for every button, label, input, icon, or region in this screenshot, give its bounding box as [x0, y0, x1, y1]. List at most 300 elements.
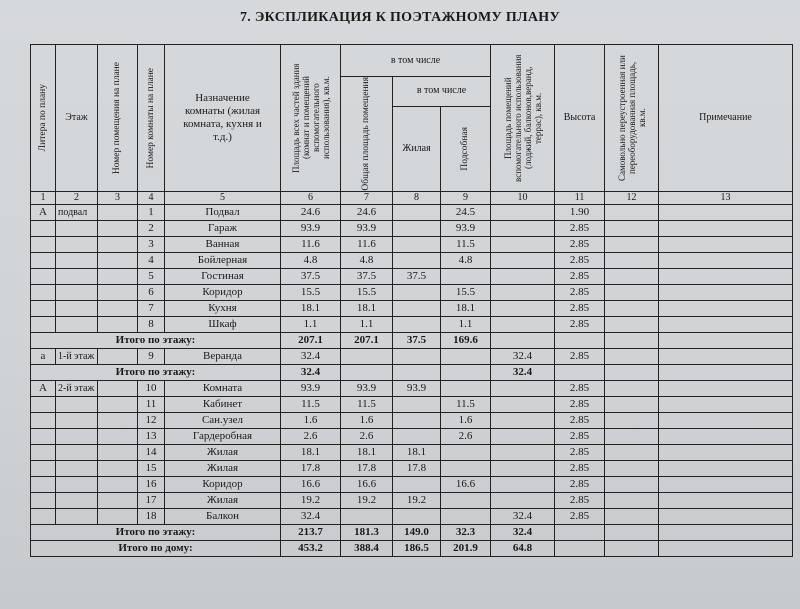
aux-premises-cell [491, 444, 555, 460]
self-built-cell [605, 428, 659, 444]
premise-num-cell [98, 220, 138, 236]
aux-premises-cell: 32.4 [491, 348, 555, 364]
floor-cell [56, 492, 98, 508]
total-label: Итого по дому: [31, 540, 281, 556]
room-num-cell: 17 [138, 492, 165, 508]
self-built-cell [605, 396, 659, 412]
living-area-cell [393, 412, 441, 428]
total-area-cell: 18.1 [281, 444, 341, 460]
height-cell [555, 524, 605, 540]
liter-cell [31, 236, 56, 252]
height-cell [555, 332, 605, 348]
aux-premises-cell [491, 220, 555, 236]
aux-premises-cell [491, 252, 555, 268]
total-area-cell: 4.8 [281, 252, 341, 268]
living-area-cell: 93.9 [393, 380, 441, 396]
general-area-cell: 4.8 [341, 252, 393, 268]
floor-cell: 2-й этаж [56, 380, 98, 396]
self-built-cell [605, 332, 659, 348]
general-area-cell: 15.5 [341, 284, 393, 300]
auxiliary-area-cell [441, 492, 491, 508]
note-cell [659, 316, 793, 332]
living-area-cell: 149.0 [393, 524, 441, 540]
aux-premises-cell: 32.4 [491, 364, 555, 380]
total-area-cell: 93.9 [281, 220, 341, 236]
self-built-cell [605, 220, 659, 236]
self-built-cell [605, 444, 659, 460]
liter-cell: а [31, 348, 56, 364]
floor-cell [56, 508, 98, 524]
table-row [31, 412, 793, 428]
living-area-cell: 17.8 [393, 460, 441, 476]
living-area-cell: 18.1 [393, 444, 441, 460]
height-cell: 2.85 [555, 508, 605, 524]
liter-cell [31, 428, 56, 444]
aux-premises-cell [491, 380, 555, 396]
aux-premises-cell [491, 492, 555, 508]
height-cell: 2.85 [555, 492, 605, 508]
floor-cell [56, 284, 98, 300]
note-cell [659, 220, 793, 236]
floor-cell: 1-й этаж [56, 348, 98, 364]
floor-cell [56, 412, 98, 428]
col-number: 2 [56, 191, 98, 204]
general-area-cell: 18.1 [341, 300, 393, 316]
premise-num-cell [98, 460, 138, 476]
aux-premises-cell [491, 268, 555, 284]
self-built-cell [605, 508, 659, 524]
living-area-cell [393, 396, 441, 412]
col-number: 6 [281, 191, 341, 204]
self-built-cell [605, 316, 659, 332]
living-area-cell [393, 236, 441, 252]
note-cell [659, 252, 793, 268]
general-area-cell [341, 364, 393, 380]
aux-premises-cell [491, 396, 555, 412]
total-area-cell: 11.6 [281, 236, 341, 252]
note-cell [659, 332, 793, 348]
room-name-cell: Подвал [165, 204, 281, 220]
room-num-cell: 18 [138, 508, 165, 524]
table-row [31, 380, 793, 396]
total-area-cell: 32.4 [281, 364, 341, 380]
height-cell: 2.85 [555, 284, 605, 300]
total-label: Итого по этажу: [31, 332, 281, 348]
height-cell: 2.85 [555, 476, 605, 492]
total-area-cell: 17.8 [281, 460, 341, 476]
room-name-cell: Шкаф [165, 316, 281, 332]
header-living: Жилая [393, 106, 441, 191]
floor-cell [56, 476, 98, 492]
aux-premises-cell [491, 300, 555, 316]
total-area-cell: 32.4 [281, 348, 341, 364]
room-num-cell: 5 [138, 268, 165, 284]
self-built-cell [605, 524, 659, 540]
auxiliary-area-cell: 1.1 [441, 316, 491, 332]
room-name-cell: Жилая [165, 460, 281, 476]
room-num-cell: 15 [138, 460, 165, 476]
header-purpose: Назначение комнаты (жилая комната, кухня и т.д.) [165, 45, 281, 192]
note-cell [659, 300, 793, 316]
living-area-cell [393, 316, 441, 332]
room-name-cell: Гостиная [165, 268, 281, 284]
liter-cell [31, 252, 56, 268]
height-cell: 2.85 [555, 220, 605, 236]
col-number: 4 [138, 191, 165, 204]
auxiliary-area-cell: 24.5 [441, 204, 491, 220]
total-label: Итого по этажу: [31, 524, 281, 540]
general-area-cell: 2.6 [341, 428, 393, 444]
auxiliary-area-cell: 11.5 [441, 396, 491, 412]
aux-premises-cell: 32.4 [491, 524, 555, 540]
aux-premises-cell [491, 332, 555, 348]
liter-cell: А [31, 380, 56, 396]
total-label: Итого по этажу: [31, 364, 281, 380]
self-built-cell [605, 236, 659, 252]
floor-cell [56, 236, 98, 252]
auxiliary-area-cell [441, 460, 491, 476]
liter-cell: А [31, 204, 56, 220]
note-cell [659, 396, 793, 412]
floor-cell [56, 396, 98, 412]
auxiliary-area-cell [441, 364, 491, 380]
height-cell: 2.85 [555, 396, 605, 412]
note-cell [659, 492, 793, 508]
height-cell: 2.85 [555, 348, 605, 364]
height-cell: 2.85 [555, 300, 605, 316]
general-area-cell: 24.6 [341, 204, 393, 220]
height-cell: 2.85 [555, 428, 605, 444]
aux-premises-cell [491, 476, 555, 492]
total-row [31, 332, 793, 348]
premise-num-cell [98, 380, 138, 396]
auxiliary-area-cell: 15.5 [441, 284, 491, 300]
aux-premises-cell [491, 460, 555, 476]
note-cell [659, 364, 793, 380]
living-area-cell [393, 508, 441, 524]
auxiliary-area-cell: 169.6 [441, 332, 491, 348]
living-area-cell: 186.5 [393, 540, 441, 556]
premise-num-cell [98, 204, 138, 220]
room-num-cell: 13 [138, 428, 165, 444]
room-num-cell: 6 [138, 284, 165, 300]
liter-cell [31, 268, 56, 284]
liter-cell [31, 444, 56, 460]
self-built-cell [605, 268, 659, 284]
height-cell [555, 540, 605, 556]
col-number: 10 [491, 191, 555, 204]
room-num-cell: 12 [138, 412, 165, 428]
living-area-cell [393, 364, 441, 380]
general-area-cell: 17.8 [341, 460, 393, 476]
col-number: 13 [659, 191, 793, 204]
col-number: 8 [393, 191, 441, 204]
auxiliary-area-cell: 18.1 [441, 300, 491, 316]
auxiliary-area-cell: 2.6 [441, 428, 491, 444]
note-cell [659, 348, 793, 364]
general-area-cell: 93.9 [341, 380, 393, 396]
aux-premises-cell [491, 236, 555, 252]
note-cell [659, 508, 793, 524]
total-area-cell: 11.5 [281, 396, 341, 412]
room-name-cell: Ванная [165, 236, 281, 252]
total-area-cell: 207.1 [281, 332, 341, 348]
room-num-cell: 16 [138, 476, 165, 492]
living-area-cell [393, 220, 441, 236]
height-cell: 1.90 [555, 204, 605, 220]
room-num-cell: 3 [138, 236, 165, 252]
header-total-area: Площадь всех частей здания (комнат и помещений вспомогательного использования), кв.м. [281, 45, 341, 192]
table-row [31, 236, 793, 252]
premise-num-cell [98, 268, 138, 284]
auxiliary-area-cell [441, 268, 491, 284]
header-height: Высота [555, 45, 605, 192]
general-area-cell [341, 508, 393, 524]
note-cell [659, 236, 793, 252]
general-area-cell: 1.6 [341, 412, 393, 428]
liter-cell [31, 220, 56, 236]
room-name-cell: Коридор [165, 284, 281, 300]
auxiliary-area-cell: 4.8 [441, 252, 491, 268]
self-built-cell [605, 252, 659, 268]
self-built-cell [605, 364, 659, 380]
premise-num-cell [98, 348, 138, 364]
aux-premises-cell [491, 316, 555, 332]
living-area-cell: 37.5 [393, 332, 441, 348]
auxiliary-area-cell: 11.5 [441, 236, 491, 252]
general-area-cell [341, 348, 393, 364]
auxiliary-area-cell: 1.6 [441, 412, 491, 428]
header-auxiliary: Подсобная [441, 106, 491, 191]
liter-cell [31, 396, 56, 412]
table-row [31, 428, 793, 444]
self-built-cell [605, 348, 659, 364]
auxiliary-area-cell: 93.9 [441, 220, 491, 236]
room-num-cell: 7 [138, 300, 165, 316]
living-area-cell [393, 428, 441, 444]
self-built-cell [605, 492, 659, 508]
header-liter: Литера по плану [31, 45, 56, 192]
room-name-cell: Гараж [165, 220, 281, 236]
self-built-cell [605, 412, 659, 428]
general-area-cell: 181.3 [341, 524, 393, 540]
floor-cell [56, 444, 98, 460]
room-num-cell: 11 [138, 396, 165, 412]
aux-premises-cell [491, 428, 555, 444]
auxiliary-area-cell [441, 508, 491, 524]
general-area-cell: 207.1 [341, 332, 393, 348]
col-number: 11 [555, 191, 605, 204]
living-area-cell [393, 300, 441, 316]
total-area-cell: 213.7 [281, 524, 341, 540]
header-including-1: в том числе [341, 45, 491, 77]
table-row [31, 300, 793, 316]
table-row [31, 508, 793, 524]
table-row [31, 476, 793, 492]
total-area-cell: 1.6 [281, 412, 341, 428]
table-row [31, 220, 793, 236]
self-built-cell [605, 476, 659, 492]
auxiliary-area-cell: 201.9 [441, 540, 491, 556]
total-area-cell: 18.1 [281, 300, 341, 316]
floor-cell [56, 300, 98, 316]
note-cell [659, 412, 793, 428]
premise-num-cell [98, 396, 138, 412]
table-row [31, 444, 793, 460]
premise-num-cell [98, 284, 138, 300]
room-name-cell: Коридор [165, 476, 281, 492]
self-built-cell [605, 460, 659, 476]
table-row [31, 396, 793, 412]
total-area-cell: 93.9 [281, 380, 341, 396]
room-name-cell: Балкон [165, 508, 281, 524]
aux-premises-cell [491, 284, 555, 300]
total-row [31, 524, 793, 540]
note-cell [659, 476, 793, 492]
floor-cell [56, 316, 98, 332]
premise-num-cell [98, 236, 138, 252]
room-name-cell: Бойлерная [165, 252, 281, 268]
note-cell [659, 268, 793, 284]
total-area-cell: 453.2 [281, 540, 341, 556]
note-cell [659, 380, 793, 396]
header-general-area: Общая площадь помещения [341, 77, 393, 192]
table-row [31, 348, 793, 364]
note-cell [659, 540, 793, 556]
auxiliary-area-cell [441, 348, 491, 364]
col-number: 12 [605, 191, 659, 204]
aux-premises-cell: 64.8 [491, 540, 555, 556]
general-area-cell: 16.6 [341, 476, 393, 492]
column-numbers-row [31, 191, 793, 204]
liter-cell [31, 508, 56, 524]
premise-num-cell [98, 508, 138, 524]
aux-premises-cell: 32.4 [491, 508, 555, 524]
height-cell: 2.85 [555, 412, 605, 428]
premise-num-cell [98, 316, 138, 332]
floor-cell [56, 252, 98, 268]
total-area-cell: 15.5 [281, 284, 341, 300]
room-name-cell: Жилая [165, 444, 281, 460]
floor-cell [56, 428, 98, 444]
living-area-cell [393, 204, 441, 220]
auxiliary-area-cell [441, 380, 491, 396]
header-aux-premises: Площадь помещений вспомогательного использования (лоджий, балконов,веранд, террас), кв.м. [491, 45, 555, 192]
header-floor: Этаж [56, 45, 98, 192]
premise-num-cell [98, 444, 138, 460]
table-row [31, 204, 793, 220]
room-name-cell: Кухня [165, 300, 281, 316]
total-area-cell: 24.6 [281, 204, 341, 220]
living-area-cell [393, 348, 441, 364]
header-note: Примечание [659, 45, 793, 192]
total-area-cell: 2.6 [281, 428, 341, 444]
floor-cell [56, 220, 98, 236]
liter-cell [31, 300, 56, 316]
room-num-cell: 14 [138, 444, 165, 460]
room-name-cell: Кабинет [165, 396, 281, 412]
self-built-cell [605, 540, 659, 556]
note-cell [659, 524, 793, 540]
general-area-cell: 11.5 [341, 396, 393, 412]
self-built-cell [605, 300, 659, 316]
note-cell [659, 284, 793, 300]
room-name-cell: Гардеробная [165, 428, 281, 444]
total-row [31, 540, 793, 556]
height-cell: 2.85 [555, 236, 605, 252]
room-num-cell: 8 [138, 316, 165, 332]
table-row [31, 284, 793, 300]
total-area-cell: 16.6 [281, 476, 341, 492]
auxiliary-area-cell: 16.6 [441, 476, 491, 492]
living-area-cell: 19.2 [393, 492, 441, 508]
table-row [31, 492, 793, 508]
liter-cell [31, 476, 56, 492]
general-area-cell: 388.4 [341, 540, 393, 556]
aux-premises-cell [491, 412, 555, 428]
self-built-cell [605, 380, 659, 396]
table-row [31, 268, 793, 284]
col-number: 5 [165, 191, 281, 204]
header-including-2: в том числе [393, 77, 491, 107]
header-room-num: Номер комнаты на плане [138, 45, 165, 192]
room-num-cell: 4 [138, 252, 165, 268]
general-area-cell: 1.1 [341, 316, 393, 332]
general-area-cell: 11.6 [341, 236, 393, 252]
room-name-cell: Жилая [165, 492, 281, 508]
height-cell: 2.85 [555, 460, 605, 476]
living-area-cell [393, 252, 441, 268]
general-area-cell: 93.9 [341, 220, 393, 236]
total-area-cell: 32.4 [281, 508, 341, 524]
living-area-cell [393, 476, 441, 492]
room-num-cell: 2 [138, 220, 165, 236]
col-number: 9 [441, 191, 491, 204]
height-cell: 2.85 [555, 444, 605, 460]
room-num-cell: 10 [138, 380, 165, 396]
table-row [31, 252, 793, 268]
living-area-cell [393, 284, 441, 300]
height-cell: 2.85 [555, 380, 605, 396]
height-cell [555, 364, 605, 380]
liter-cell [31, 316, 56, 332]
note-cell [659, 444, 793, 460]
floor-cell [56, 460, 98, 476]
floor-cell: подвал [56, 204, 98, 220]
note-cell [659, 428, 793, 444]
note-cell [659, 460, 793, 476]
premise-num-cell [98, 252, 138, 268]
total-area-cell: 19.2 [281, 492, 341, 508]
room-name-cell: Веранда [165, 348, 281, 364]
liter-cell [31, 412, 56, 428]
auxiliary-area-cell: 32.3 [441, 524, 491, 540]
table-row [31, 316, 793, 332]
col-number: 7 [341, 191, 393, 204]
col-number: 1 [31, 191, 56, 204]
room-num-cell: 1 [138, 204, 165, 220]
general-area-cell: 19.2 [341, 492, 393, 508]
note-cell [659, 204, 793, 220]
premise-num-cell [98, 300, 138, 316]
col-number: 3 [98, 191, 138, 204]
total-row [31, 364, 793, 380]
table-row [31, 460, 793, 476]
liter-cell [31, 284, 56, 300]
liter-cell [31, 460, 56, 476]
room-name-cell: Комната [165, 380, 281, 396]
total-area-cell: 37.5 [281, 268, 341, 284]
